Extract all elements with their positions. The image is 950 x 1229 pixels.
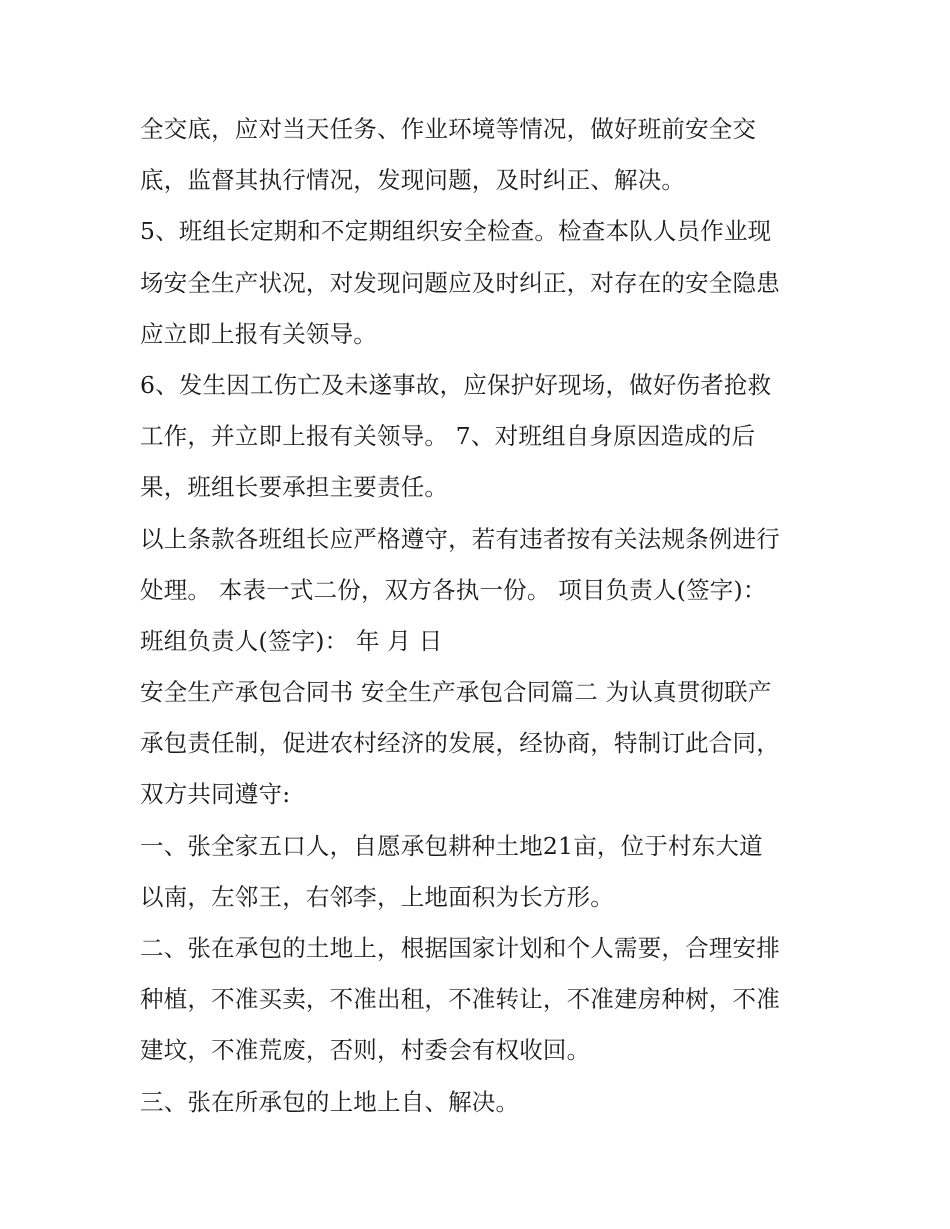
text-line: 果，班组长要承担主要责任。 <box>140 473 449 502</box>
text-line: 底，监督其执行情况，发现问题，及时纠正、解决。 <box>140 166 686 195</box>
text-line: 双方共同遵守: <box>140 780 291 809</box>
text-line: 应立即上报有关领导。 <box>140 319 377 348</box>
text-line: 三、张在所承包的上地上自、解决。 <box>140 1087 520 1116</box>
text-line: 安全生产承包合同书 安全生产承包合同篇二 为认真贯彻联产 <box>140 678 772 707</box>
text-line: 5、班组长定期和不定期组织安全检查。检查本队人员作业现 <box>140 217 772 246</box>
text-line: 种植，不准买卖，不准出租，不准转让，不准建房种树，不准 <box>140 985 780 1014</box>
text-line: 二、张在承包的土地上，根据国家计划和个人需要，合理安排 <box>140 934 780 962</box>
document-body <box>140 104 820 1128</box>
text-line: 场安全生产状况，对发现问题应及时纠正，对存在的安全隐患 <box>140 268 780 297</box>
text-line: 处理。 本表一式二份，双方各执一份。 项目负责人(签字)： <box>140 575 767 604</box>
text-line: 6、发生因工伤亡及未遂事故，应保护好现场，做好伤者抢救 <box>140 370 772 399</box>
text-line: 承包责任制，促进农村经济的发展，经协商，特制订此合同， <box>140 729 780 758</box>
text-line: 工作，并立即上报有关领导。 7、对班组自身原因造成的后 <box>140 422 756 451</box>
text-line: 班组负责人(签字)： 年 月 日 <box>140 626 443 655</box>
text-line: 以上条款各班组长应严格遵守，若有违者按有关法规条例进行 <box>140 524 780 553</box>
text-line: 以南，左邻王，右邻李，上地面积为长方形。 <box>140 882 614 911</box>
text-line: 建坟，不准荒废，否则，村委会有权收回。 <box>140 1036 591 1065</box>
text-line: 全交底，应对当天任务、作业环境等情况，做好班前安全交 <box>140 115 757 143</box>
text-line: 一、张全家五口人，自愿承包耕种土地21亩，位于村东大道 <box>140 831 763 860</box>
